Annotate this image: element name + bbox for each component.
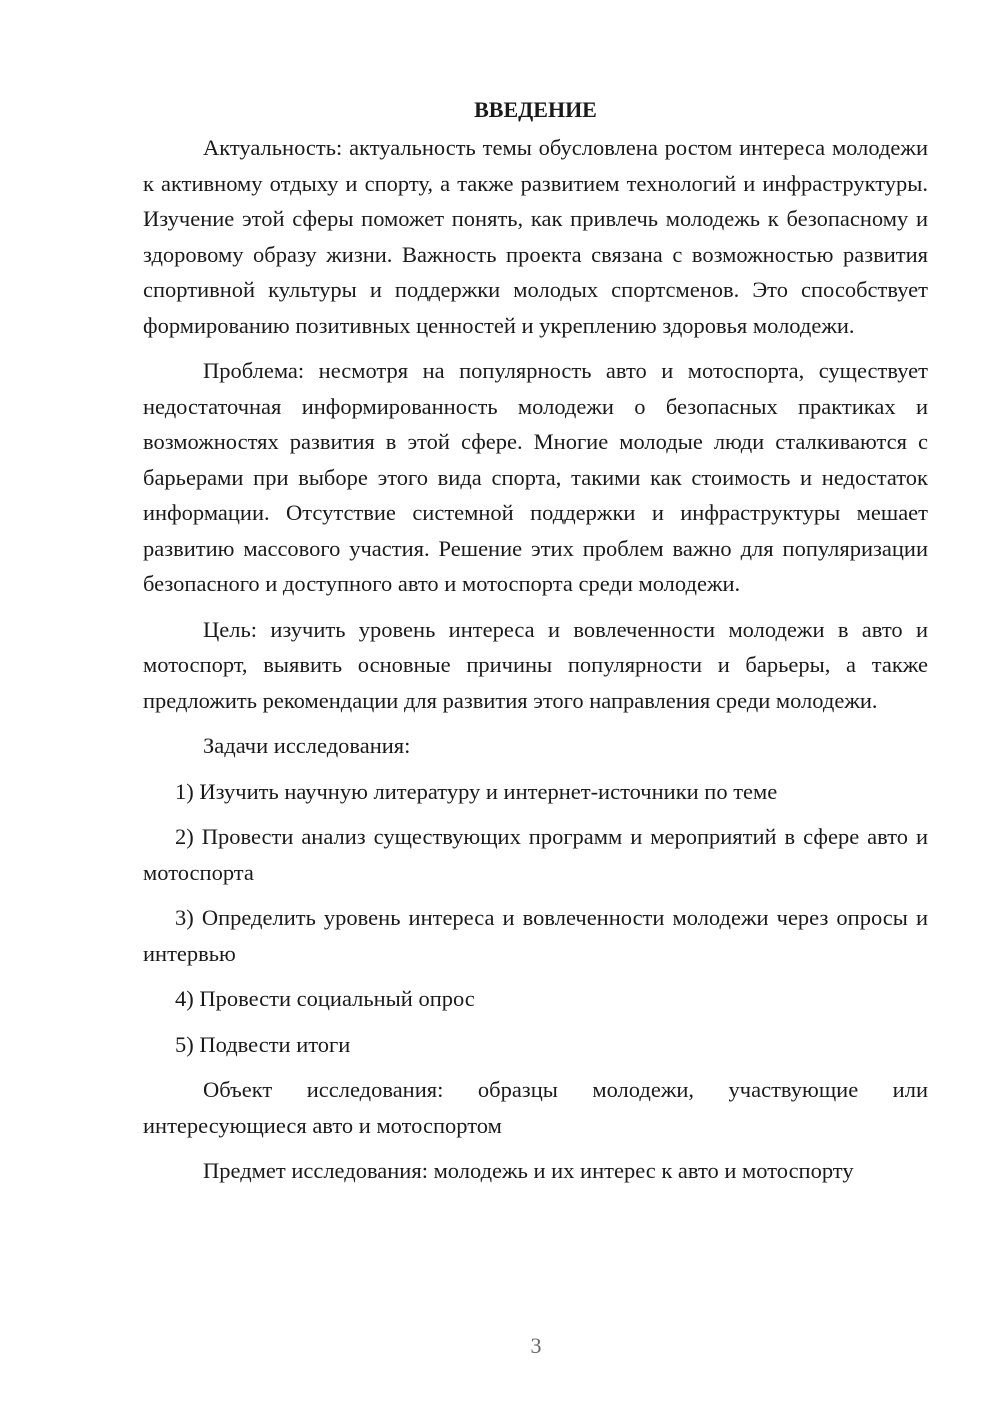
document-page — [143, 92, 928, 1199]
object-paragraph: Объект исследования: образцы молодежи, участвующие или интересующиеся авто и мотоспортом — [143, 1077, 928, 1138]
task-item-1: 1) Изучить научную литературу и интернет-источники по теме — [175, 778, 778, 804]
relevance-paragraph: Актуальность: актуальность темы обусловлена ростом интереса молодежи к активному отдыху и спорту, а также развитием технологий и инфраструктуры. Изучение этой сферы поможет понять, как привлечь молодежь к безопасному и здоровому образу жизни. Важность проекта связана с возможностью развития спортивной культуры и поддержки молодых спортсменов. Это способствует формированию позитивных ценностей и укреплению здоровья молодежи. — [143, 135, 928, 338]
task-item-5: 5) Подвести итоги — [175, 1031, 351, 1057]
section-title: ВВЕДЕНИЕ — [474, 97, 597, 122]
page-number: 3 — [530, 1333, 542, 1358]
goal-paragraph: Цель: изучить уровень интереса и вовлеченности молодежи в авто и мотоспорт, выявить основные причины популярности и барьеры, а также предложить рекомендации для развития этого направления среди молодежи. — [143, 616, 928, 713]
tasks-heading: Задачи исследования: — [203, 733, 411, 758]
task-item-3: 3) Определить уровень интереса и вовлеченности молодежи через опросы и интервью — [143, 905, 928, 966]
problem-paragraph: Проблема: несмотря на популярность авто и мотоспорта, существует недостаточная информированность молодежи о безопасных практиках и возможностях развития в этой сфере. Многие молодые люди сталкиваются с барьерами при выборе этого вида спорта, такими как стоимость и недостаток информации. Отсутствие системной поддержки и инфраструктуры мешает развитию массового участия. Решение этих проблем важно для популяризации безопасного и доступного авто и мотоспорта среди молодежи. — [143, 358, 928, 596]
subject-paragraph: Предмет исследования: молодежь и их интерес к авто и мотоспорту — [203, 1158, 854, 1183]
task-item-2: 2) Провести анализ существующих программ и мероприятий в сфере авто и мотоспорта — [143, 824, 928, 885]
task-item-4: 4) Провести социальный опрос — [175, 986, 475, 1011]
